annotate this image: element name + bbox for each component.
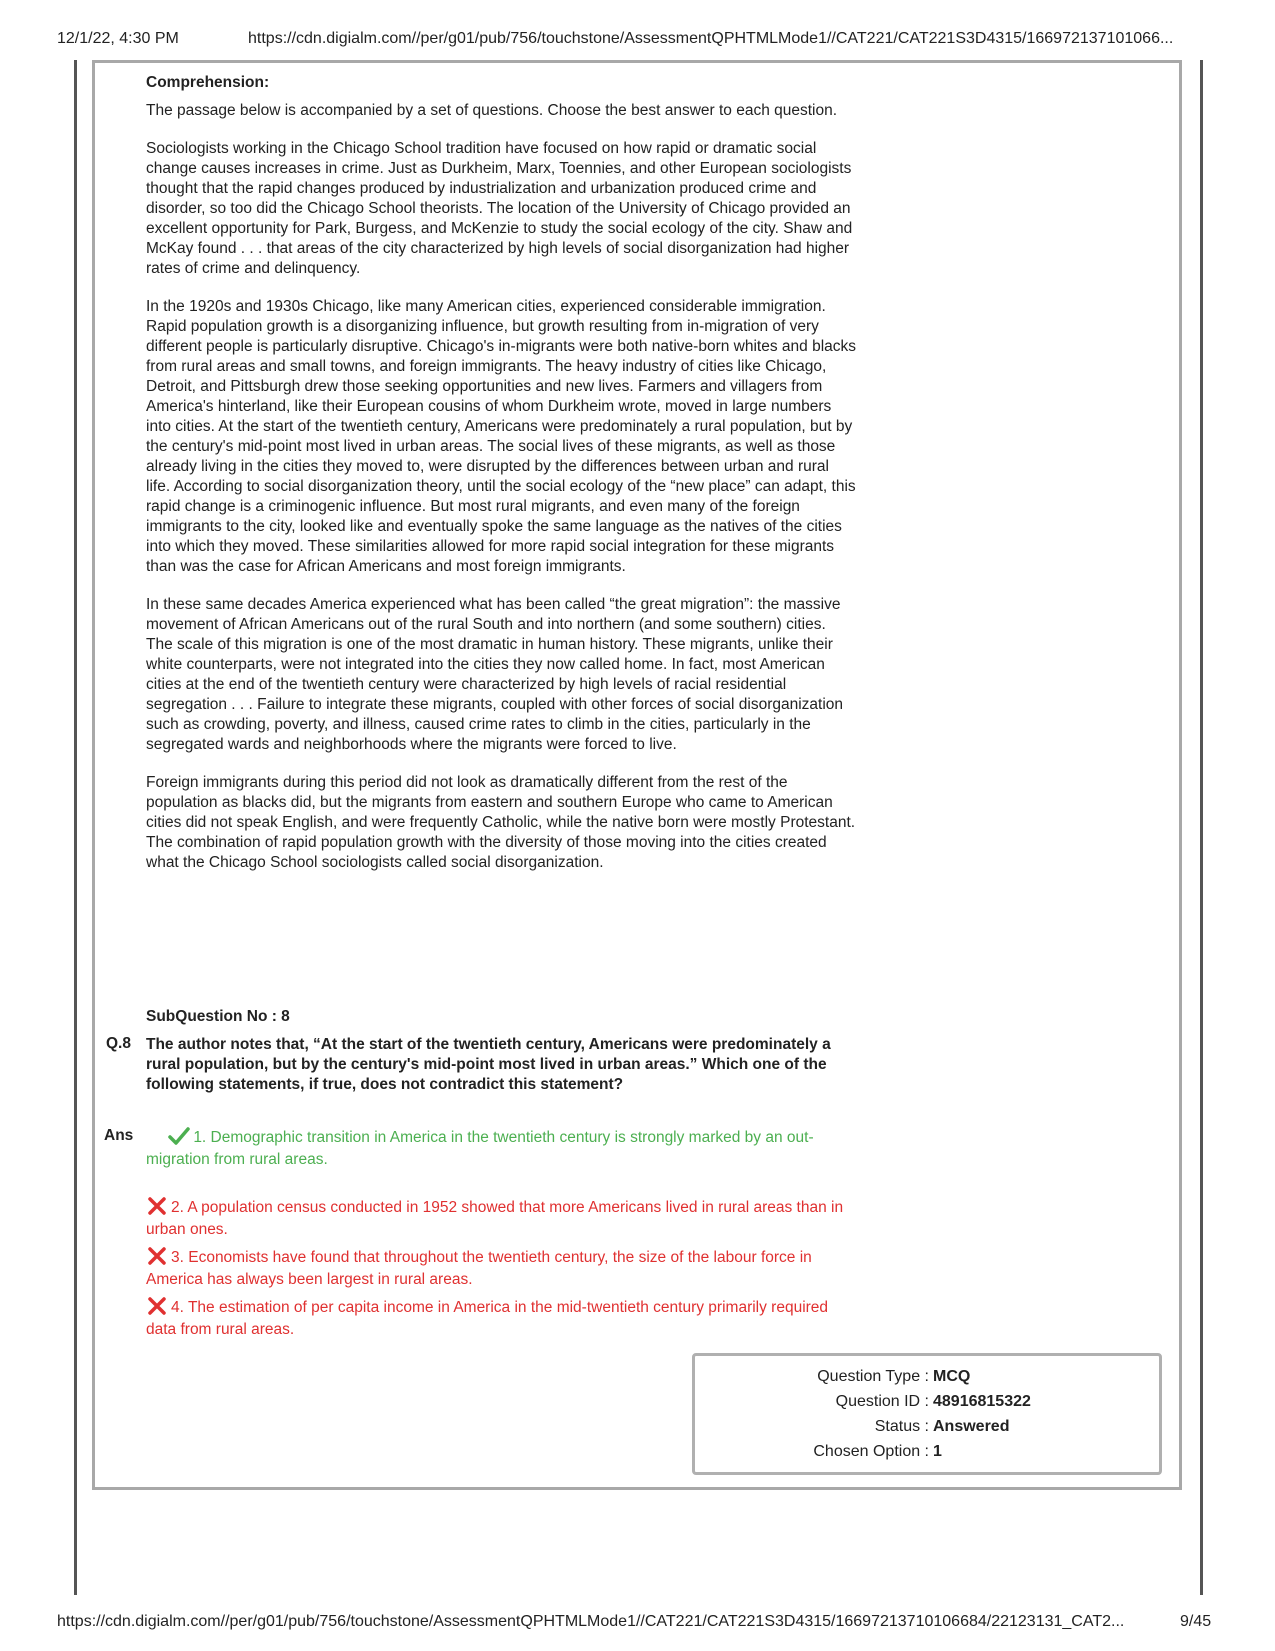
option-4 — [146, 1297, 846, 1341]
comprehension-title: Comprehension: — [146, 74, 270, 91]
option-3 — [146, 1247, 846, 1291]
left-page-rule — [74, 60, 77, 1595]
cross-icon — [146, 1297, 168, 1315]
option-text: 4. The estimation of per capita income in America in the mid-twentieth century primarily required data from rural areas. — [146, 1299, 829, 1338]
option-text: 1. Demographic transition in America in the twentieth century is strongly marked by an out-migration from rural areas. — [146, 1129, 814, 1168]
print-url-footer: https://cdn.digialm.com//per/g01/pub/756/touchstone/AssessmentQPHTMLMode1//CAT221/CAT221S3D4315/16697213710106684/22123131_CAT2... — [57, 1613, 1125, 1630]
info-value: 48916815322 — [933, 1393, 1031, 1410]
info-label: Chosen Option : — [813, 1443, 929, 1460]
print-url-header: https://cdn.digialm.com//per/g01/pub/756/touchstone/AssessmentQPHTMLMode1//CAT221/CAT221S3D4315/166972137101066... — [248, 30, 1174, 47]
comprehension-section — [146, 70, 856, 891]
answer-label: Ans — [104, 1127, 134, 1144]
option-1 — [146, 1127, 846, 1171]
passage-paragraph: Foreign immigrants during this period did not look as dramatically different from the rest of the population as blacks did, but the migrants from eastern and southern Europe who came to American cities did not speak English, and were frequently Catholic, while the native born were mostly Protestant. The combination of rapid population growth with the diversity of those moving into the cities created what the Chicago School sociologists called social disorganization. — [146, 774, 856, 871]
passage-instruction: The passage below is accompanied by a set of questions. Choose the best answer to each question. — [146, 102, 838, 119]
passage-paragraph: In these same decades America experienced what has been called “the great migration”: the massive movement of African Americans out of the rural South and into northern (and some southern) cities. The scale of this migration is one of the most dramatic in human history. These migrants, unlike their white counterparts, were not integrated into the cities they now called home. In fact, most American cities at the end of the twentieth century were characterized by high levels of racial residential segregation . . . Failure to integrate these migrants, coupled with other forces of social disorganization such as crowding, poverty, and illness, caused crime rates to climb in the cities, particularly in the segregated wards and neighborhoods where the migrants were forced to live. — [146, 596, 844, 753]
page-number: 9/45 — [1180, 1613, 1212, 1630]
check-icon — [168, 1127, 190, 1145]
subquestion-label: SubQuestion No : 8 — [146, 1008, 290, 1025]
question-info-box — [692, 1353, 1162, 1475]
info-label: Status : — [874, 1418, 929, 1435]
cross-icon — [146, 1247, 168, 1265]
print-datetime: 12/1/22, 4:30 PM — [57, 30, 179, 47]
info-value: 1 — [933, 1443, 942, 1460]
question-number: Q.8 — [106, 1035, 131, 1052]
passage-paragraph: Sociologists working in the Chicago School tradition have focused on how rapid or dramatic social change causes increases in crime. Just as Durkheim, Marx, Toennies, and other European sociologists thought that the rapid changes produced by industrialization and urbanization produced crime and disorder, so too did the Chicago School theorists. The location of the University of Chicago provided an excellent opportunity for Park, Burgess, and McKenzie to study the social ecology of the city. Shaw and McKay found . . . that areas of the city characterized by high levels of social disorganization had higher rates of crime and delinquency. — [146, 140, 853, 277]
cross-icon — [146, 1197, 168, 1215]
question-text: The author notes that, “At the start of the twentieth century, Americans were predominately a rural population, but by the century's mid-point most lived in urban areas.” Which one of the following statements, if true, does not contradict this statement? — [146, 1036, 831, 1093]
option-text: 2. A population census conducted in 1952 showed that more Americans lived in rural areas than in urban ones. — [146, 1199, 844, 1238]
info-value: MCQ — [933, 1368, 971, 1385]
passage-paragraph: In the 1920s and 1930s Chicago, like many American cities, experienced considerable immigration. Rapid population growth is a disorganizing influence, but growth resulting from in-migration of very different people is particularly disruptive. Chicago's in-migrants were both native-born whites and blacks from rural areas and small towns, and foreign immigrants. The heavy industry of cities like Chicago, Detroit, and Pittsburgh drew those seeking opportunities and new lives. Farmers and villagers from America's hinterland, like their European cousins of whom Durkheim wrote, moved in large numbers into cities. At the start of the twentieth century, Americans were predominately a rural population, but by the century's mid-point most lived in urban areas. The social lives of these migrants, as well as those already living in the cities they moved to, were disrupted by the differences between urban and rural life. According to social disorganization theory, until the social ecology of the “new place” can adapt, this rapid change is a criminogenic influence. But most rural migrants, and even many of the foreign immigrants to the city, looked like and eventually spoke the same language as the natives of the cities into which they moved. These similarities allowed for more rapid social integration for these migrants than was the case for African Americans and most foreign immigrants. — [146, 298, 857, 575]
option-text: 3. Economists have found that throughout the twentieth century, the size of the labour force in America has always been largest in rural areas. — [146, 1249, 812, 1288]
info-label: Question ID : — [835, 1393, 929, 1410]
info-label: Question Type : — [817, 1368, 929, 1385]
right-page-rule — [1200, 60, 1203, 1595]
option-2 — [146, 1197, 846, 1241]
info-value: Answered — [933, 1418, 1010, 1435]
